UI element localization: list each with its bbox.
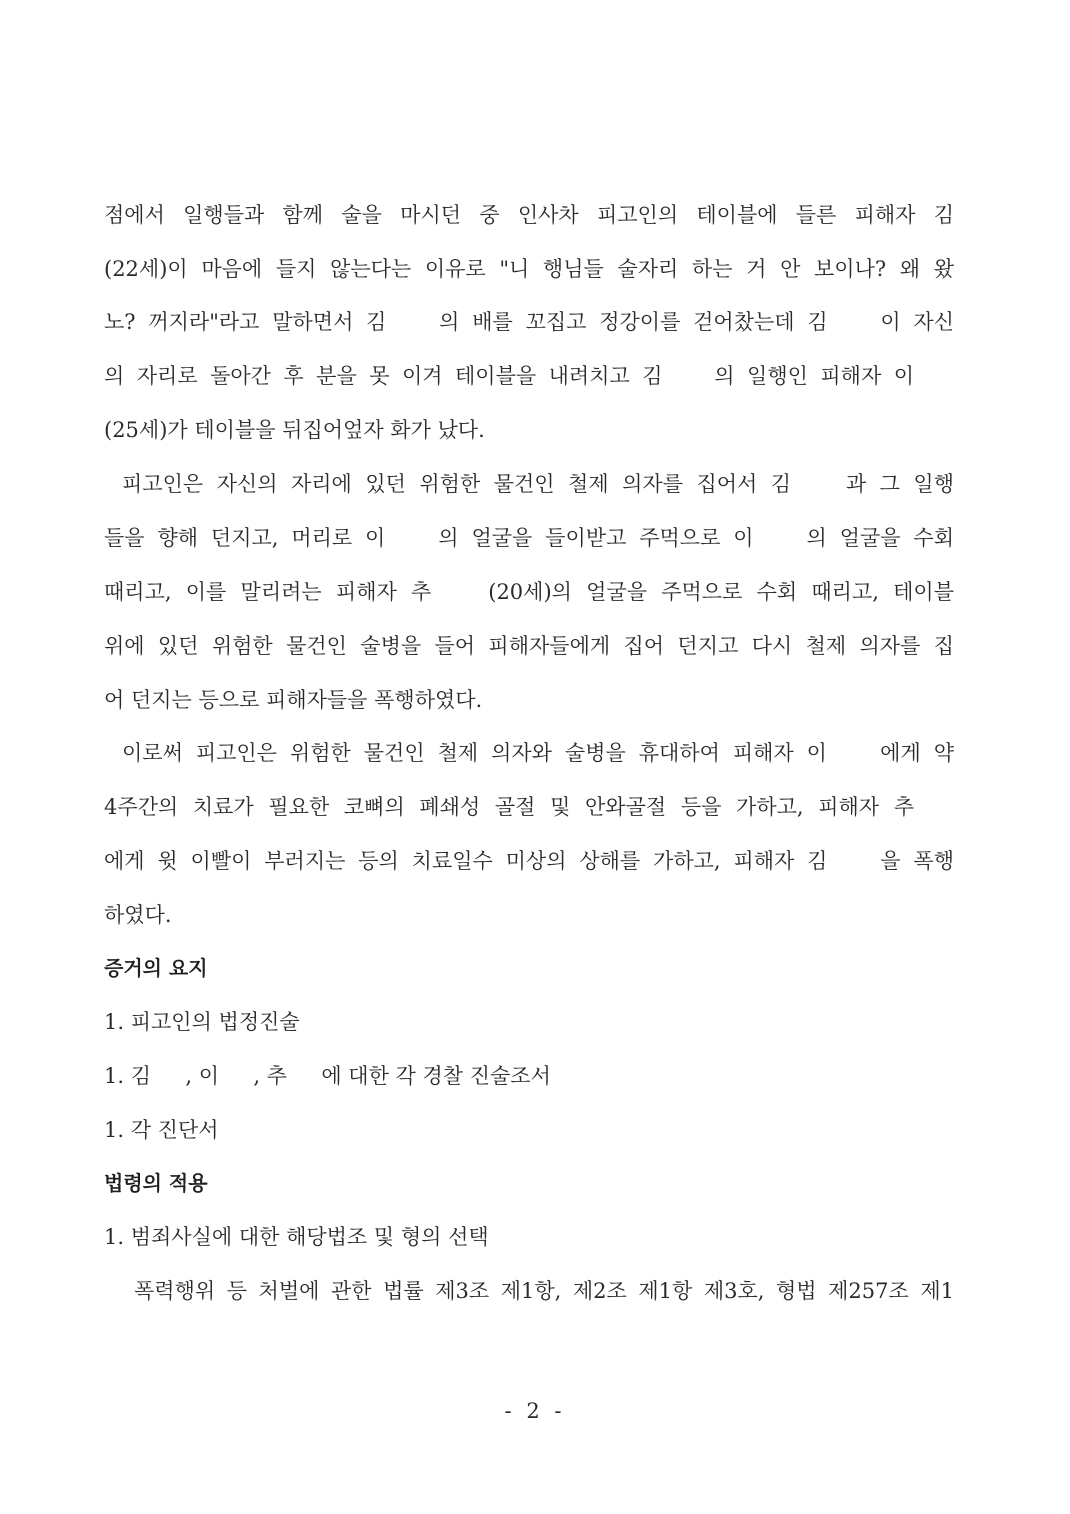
body-line-4: 의 자리로 돌아간 후 분을 못 이겨 테이블을 내려치고 김 의 일행인 피해자 이 bbox=[104, 364, 914, 388]
evidence-item-1: 1. 피고인의 법정진술 bbox=[104, 1010, 300, 1034]
body-line-5: (25세)가 테이블을 뒤집어엎자 화가 났다. bbox=[104, 418, 485, 442]
page-number: - 2 - bbox=[504, 1399, 566, 1423]
body-line-9: 위에 있던 위험한 물건인 술병을 들어 피해자들에게 집어 던지고 다시 철제 의자를 집 bbox=[104, 634, 954, 658]
body-line-8: 때리고, 이를 말리려는 피해자 추 (20세)의 얼굴을 주먹으로 수회 때리고, 테이블 bbox=[104, 580, 954, 604]
body-line-6: 피고인은 자신의 자리에 있던 위험한 물건인 철제 의자를 집어서 김 과 그 일행 bbox=[122, 472, 954, 496]
law-heading: 법령의 적용 bbox=[104, 1171, 208, 1195]
body-line-12: 4주간의 치료가 필요한 코뼈의 폐쇄성 골절 및 안와골절 등을 가하고, 피해자 추 bbox=[104, 795, 914, 819]
body-line-7: 들을 향해 던지고, 머리로 이 의 얼굴을 들이받고 주먹으로 이 의 얼굴을 수회 bbox=[104, 526, 954, 550]
law-item-1: 1. 범죄사실에 대한 해당법조 및 형의 선택 bbox=[104, 1225, 489, 1249]
body-line-2: (22세)이 마음에 들지 않는다는 이유로 "니 행님들 술자리 하는 거 안 보이나? 왜 왔 bbox=[104, 257, 954, 281]
body-line-13: 에게 윗 이빨이 부러지는 등의 치료일수 미상의 상해를 가하고, 피해자 김 을 폭행 bbox=[104, 849, 954, 873]
body-line-14: 하였다. bbox=[104, 903, 172, 927]
body-line-10: 어 던지는 등으로 피해자들을 폭행하였다. bbox=[104, 688, 483, 712]
body-line-1: 점에서 일행들과 함께 술을 마시던 중 인사차 피고인의 테이블에 들른 피해자 김 bbox=[104, 203, 954, 227]
evidence-item-3: 1. 각 진단서 bbox=[104, 1118, 219, 1142]
body-line-3: 노? 꺼지라"라고 말하면서 김 의 배를 꼬집고 정강이를 걷어찼는데 김 이 자신 bbox=[104, 310, 954, 334]
evidence-heading: 증거의 요지 bbox=[104, 956, 208, 980]
body-line-11: 이로써 피고인은 위험한 물건인 철제 의자와 술병을 휴대하여 피해자 이 에게 약 bbox=[122, 741, 954, 765]
evidence-item-2: 1. 김 , 이 , 추 에 대한 각 경찰 진술조서 bbox=[104, 1064, 551, 1088]
law-text-line: 폭력행위 등 처벌에 관한 법률 제3조 제1항, 제2조 제1항 제3호, 형법 제257조 제1 bbox=[134, 1279, 954, 1303]
